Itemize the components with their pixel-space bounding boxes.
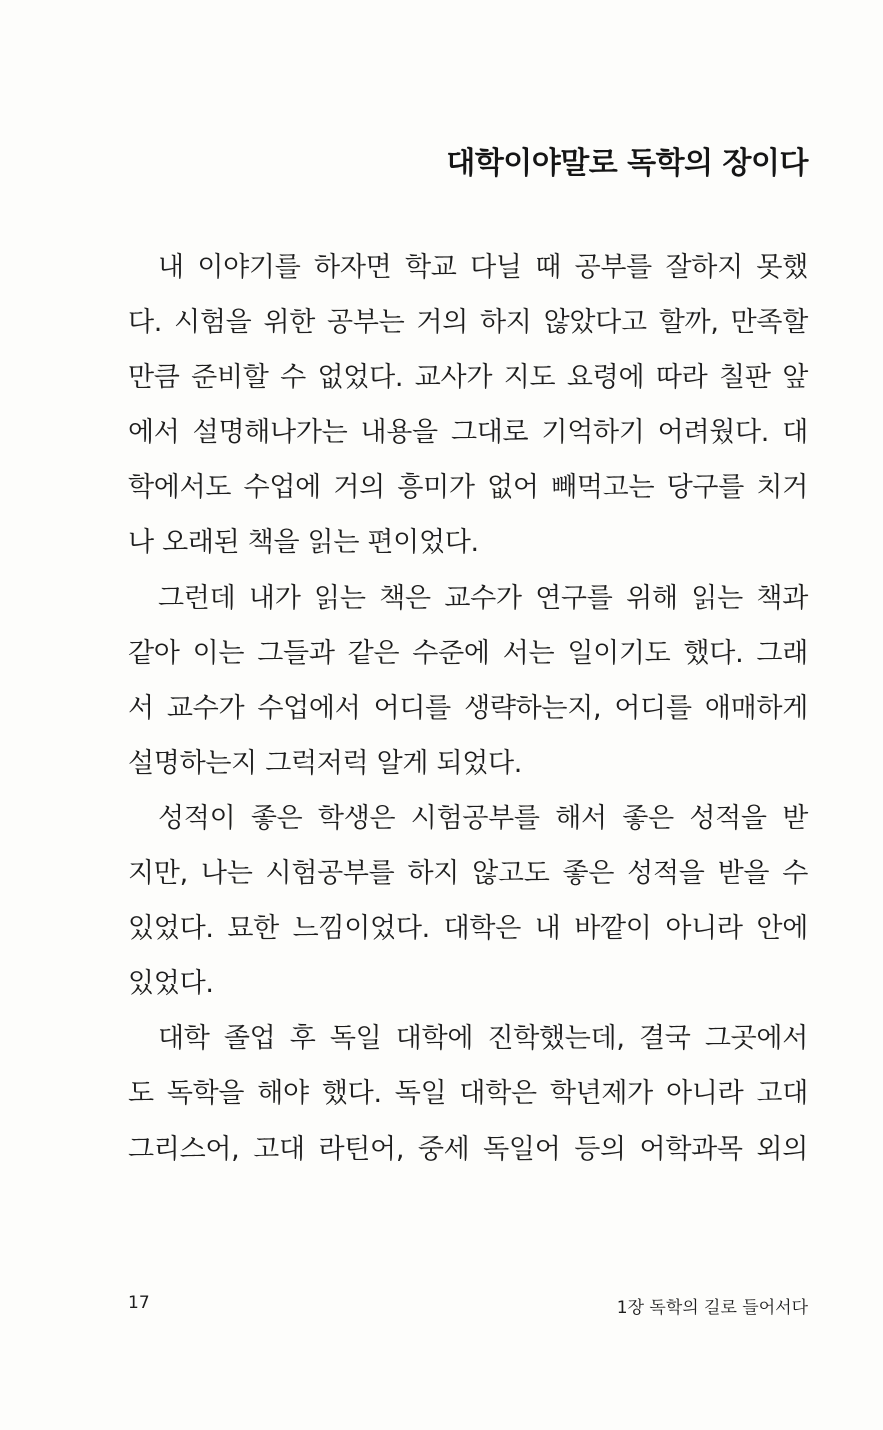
text-line: 있었다. (128, 968, 214, 1000)
paragraph (128, 571, 808, 791)
text-line: 서 교수가 수업에서 어디를 생략하는지, 어디를 애매하게 (128, 692, 808, 724)
text-line: 도 독학을 해야 했다. 독일 대학은 학년제가 아니라 고대 (128, 1078, 808, 1110)
text-line: 나 오래된 책을 읽는 편이었다. (128, 527, 479, 559)
text-line: 다. 시험을 위한 공부는 거의 하지 않았다고 할까, 만족할 (128, 307, 808, 339)
text-line: 있었다. 묘한 느낌이었다. 대학은 내 바깥이 아니라 안에 (128, 913, 808, 945)
paragraph (128, 791, 808, 1011)
body-text (128, 240, 808, 1177)
text-line: 학에서도 수업에 거의 흥미가 없어 빼먹고는 당구를 치거 (128, 472, 808, 504)
text-line: 그런데 내가 읽는 책은 교수가 연구를 위해 읽는 책과 (158, 582, 808, 614)
running-footer-chapter: 1장 독학의 길로 들어서다 (616, 1298, 808, 1318)
section-title: 대학이야말로 독학의 장이다 (446, 146, 808, 181)
text-line: 내 이야기를 하자면 학교 다닐 때 공부를 잘하지 못했 (158, 252, 808, 283)
text-line: 성적이 좋은 학생은 시험공부를 해서 좋은 성적을 받 (158, 802, 808, 834)
text-line: 그리스어, 고대 라틴어, 중세 독일어 등의 어학과목 외의 (128, 1133, 808, 1165)
page-number: 17 (128, 1293, 150, 1313)
text-line: 에서 설명해나가는 내용을 그대로 기억하기 어려웠다. 대 (128, 417, 808, 449)
paragraph (128, 1011, 808, 1176)
text-line: 설명하는지 그럭저럭 알게 되었다. (128, 747, 523, 779)
text-line: 만큼 준비할 수 없었다. 교사가 지도 요령에 따라 칠판 앞 (128, 362, 808, 394)
text-line: 대학 졸업 후 독일 대학에 진학했는데, 결국 그곳에서 (158, 1023, 808, 1055)
paragraph (128, 240, 808, 571)
text-line: 같아 이는 그들과 같은 수준에 서는 일이기도 했다. 그래 (128, 637, 808, 669)
text-line: 지만, 나는 시험공부를 하지 않고도 좋은 성적을 받을 수 (128, 858, 808, 890)
